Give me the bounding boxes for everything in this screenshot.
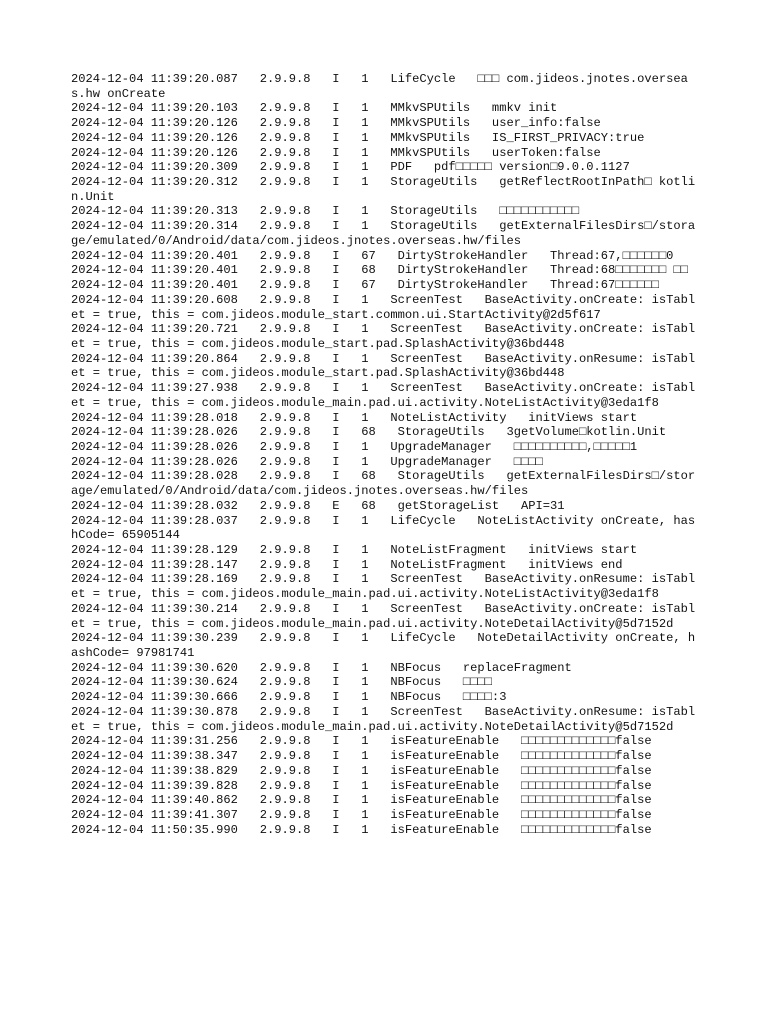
log-line: 2024-12-04 11:39:38.829 2.9.9.8 I 1 isFeatureEnable □□□□□□□□□□□□□false <box>71 763 652 778</box>
log-line: 2024-12-04 11:39:20.401 2.9.9.8 I 68 DirtyStrokeHandler Thread:68□□□□□□□ □□ <box>71 263 688 278</box>
log-text-block <box>71 72 701 837</box>
log-line: 2024-12-04 11:39:30.214 2.9.9.8 I 1 ScreenTest BaseActivity.onCreate: isTablet = true, this = com.jideos.module_main.pad.ui.activity.NoteDetailActivity@5d7152d <box>71 601 696 631</box>
log-line: 2024-12-04 11:39:20.126 2.9.9.8 I 1 MMkvSPUtils userToken:false <box>71 145 601 160</box>
log-line: 2024-12-04 11:39:20.126 2.9.9.8 I 1 MMkvSPUtils IS_FIRST_PRIVACY:true <box>71 130 645 145</box>
log-line: 2024-12-04 11:39:30.624 2.9.9.8 I 1 NBFocus □□□□ <box>71 675 492 690</box>
log-line: 2024-12-04 11:39:28.032 2.9.9.8 E 68 getStorageList API=31 <box>71 498 565 513</box>
log-line: 2024-12-04 11:39:28.028 2.9.9.8 I 68 StorageUtils getExternalFilesDirs□/storage/emulated/0/Android/data/com.jideos.jnotes.overseas.hw/files <box>71 469 696 499</box>
log-line: 2024-12-04 11:50:35.990 2.9.9.8 I 1 isFeatureEnable □□□□□□□□□□□□□false <box>71 822 652 837</box>
log-line: 2024-12-04 11:39:20.103 2.9.9.8 I 1 MMkvSPUtils mmkv init <box>71 101 558 116</box>
log-line: 2024-12-04 11:39:27.938 2.9.9.8 I 1 ScreenTest BaseActivity.onCreate: isTablet = true, this = com.jideos.module_main.pad.ui.activity.NoteListActivity@3eda1f8 <box>71 381 696 410</box>
log-line: 2024-12-04 11:39:40.862 2.9.9.8 I 1 isFeatureEnable □□□□□□□□□□□□□false <box>71 793 652 808</box>
log-line: 2024-12-04 11:39:20.314 2.9.9.8 I 1 StorageUtils getExternalFilesDirs□/storage/emulated/0/Android/data/com.jideos.jnotes.overseas.hw/files <box>71 219 696 248</box>
log-line: 2024-12-04 11:39:38.347 2.9.9.8 I 1 isFeatureEnable □□□□□□□□□□□□□false <box>71 749 652 764</box>
log-line: 2024-12-04 11:39:31.256 2.9.9.8 I 1 isFeatureEnable □□□□□□□□□□□□□false <box>71 734 652 749</box>
log-line: 2024-12-04 11:39:28.147 2.9.9.8 I 1 NoteListFragment initViews end <box>71 557 623 572</box>
log-line: 2024-12-04 11:39:20.087 2.9.9.8 I 1 LifeCycle □□□ com.jideos.jnotes.overseas.hw onCreate <box>71 72 688 101</box>
log-line: 2024-12-04 11:39:20.126 2.9.9.8 I 1 MMkvSPUtils user_info:false <box>71 116 601 131</box>
log-line: 2024-12-04 11:39:41.307 2.9.9.8 I 1 isFeatureEnable □□□□□□□□□□□□□false <box>71 807 652 822</box>
log-line: 2024-12-04 11:39:28.129 2.9.9.8 I 1 NoteListFragment initViews start <box>71 543 638 557</box>
log-line: 2024-12-04 11:39:28.026 2.9.9.8 I 68 StorageUtils 3getVolume□kotlin.Unit <box>71 425 667 440</box>
log-line: 2024-12-04 11:39:28.026 2.9.9.8 I 1 UpgradeManager □□□□□□□□□□,□□□□□1 <box>71 439 638 454</box>
log-line: 2024-12-04 11:39:20.312 2.9.9.8 I 1 StorageUtils getReflectRootInPath□ kotlin.Unit <box>71 175 696 204</box>
log-line: 2024-12-04 11:39:20.313 2.9.9.8 I 1 StorageUtils □□□□□□□□□□□ <box>71 204 580 219</box>
log-line: 2024-12-04 11:39:39.828 2.9.9.8 I 1 isFeatureEnable □□□□□□□□□□□□□false <box>71 778 652 793</box>
log-line: 2024-12-04 11:39:28.018 2.9.9.8 I 1 NoteListActivity initViews start <box>71 410 638 425</box>
log-line: 2024-12-04 11:39:30.620 2.9.9.8 I 1 NBFocus replaceFragment <box>71 660 572 675</box>
log-line: 2024-12-04 11:39:20.401 2.9.9.8 I 67 DirtyStrokeHandler Thread:67,□□□□□□0 <box>71 248 674 263</box>
log-line: 2024-12-04 11:39:30.878 2.9.9.8 I 1 ScreenTest BaseActivity.onResume: isTablet = true, this = com.jideos.module_main.pad.ui.activity.NoteDetailActivity@5d7152d <box>71 704 696 734</box>
log-line: 2024-12-04 11:39:20.309 2.9.9.8 I 1 PDF pdf□□□□□ version□9.0.0.1127 <box>71 160 630 175</box>
log-line: 2024-12-04 11:39:28.169 2.9.9.8 I 1 ScreenTest BaseActivity.onResume: isTablet = true, this = com.jideos.module_main.pad.ui.activity.NoteListActivity@3eda1f8 <box>71 572 696 602</box>
log-line: 2024-12-04 11:39:28.026 2.9.9.8 I 1 UpgradeManager □□□□ <box>71 454 543 469</box>
log-line: 2024-12-04 11:39:20.864 2.9.9.8 I 1 ScreenTest BaseActivity.onResume: isTablet = true, this = com.jideos.module_start.pad.SplashActivity@36bd448 <box>71 351 696 381</box>
log-line: 2024-12-04 11:39:20.608 2.9.9.8 I 1 ScreenTest BaseActivity.onCreate: isTablet = true, this = com.jideos.module_start.common.ui.StartActivity@2d5f617 <box>71 292 696 322</box>
log-line: 2024-12-04 11:39:20.721 2.9.9.8 I 1 ScreenTest BaseActivity.onCreate: isTablet = true, this = com.jideos.module_start.pad.SplashActivity@36bd448 <box>71 322 696 351</box>
log-line: 2024-12-04 11:39:30.666 2.9.9.8 I 1 NBFocus □□□□:3 <box>71 690 507 705</box>
log-line: 2024-12-04 11:39:20.401 2.9.9.8 I 67 DirtyStrokeHandler Thread:67□□□□□□ <box>71 278 659 293</box>
log-line: 2024-12-04 11:39:30.239 2.9.9.8 I 1 LifeCycle NoteDetailActivity onCreate, hashCode= 97981741 <box>71 631 696 661</box>
log-line: 2024-12-04 11:39:28.037 2.9.9.8 I 1 LifeCycle NoteListActivity onCreate, hashCode= 65905144 <box>71 513 696 543</box>
